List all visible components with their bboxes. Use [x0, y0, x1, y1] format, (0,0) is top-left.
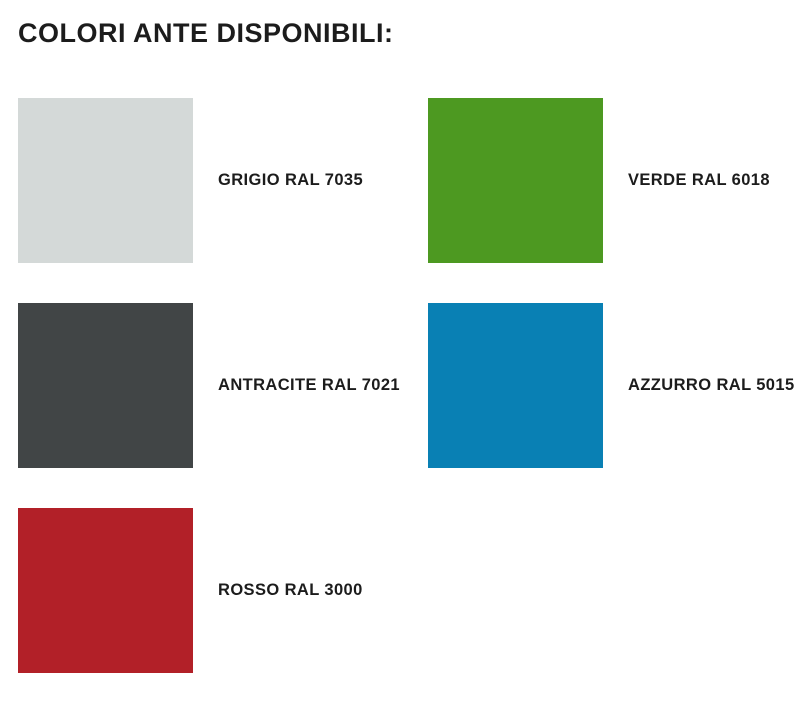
- swatch-item-empty: [400, 488, 800, 693]
- swatch-grid: [0, 78, 800, 693]
- color-swatch: [428, 98, 603, 263]
- swatch-row: [0, 78, 800, 283]
- swatch-item-verde: [400, 78, 800, 283]
- color-swatch: [18, 98, 193, 263]
- swatch-row: [0, 488, 800, 693]
- swatch-item-azzurro: [400, 283, 800, 488]
- page-title: COLORI ANTE DISPONIBILI:: [18, 18, 394, 48]
- color-label: ANTRACITE RAL 7021: [218, 376, 401, 394]
- color-swatch: [18, 508, 193, 673]
- color-label: ROSSO RAL 3000: [218, 581, 363, 599]
- color-label: VERDE RAL 6018: [628, 171, 770, 189]
- color-label: GRIGIO RAL 7035: [218, 171, 364, 189]
- color-swatch: [428, 303, 603, 468]
- color-label: AZZURRO RAL 5015: [628, 376, 795, 394]
- color-swatch: [18, 303, 193, 468]
- swatch-item-antracite: [0, 283, 400, 488]
- swatch-item-grigio: [0, 78, 400, 283]
- swatch-row: [0, 283, 800, 488]
- swatch-item-rosso: [0, 488, 400, 693]
